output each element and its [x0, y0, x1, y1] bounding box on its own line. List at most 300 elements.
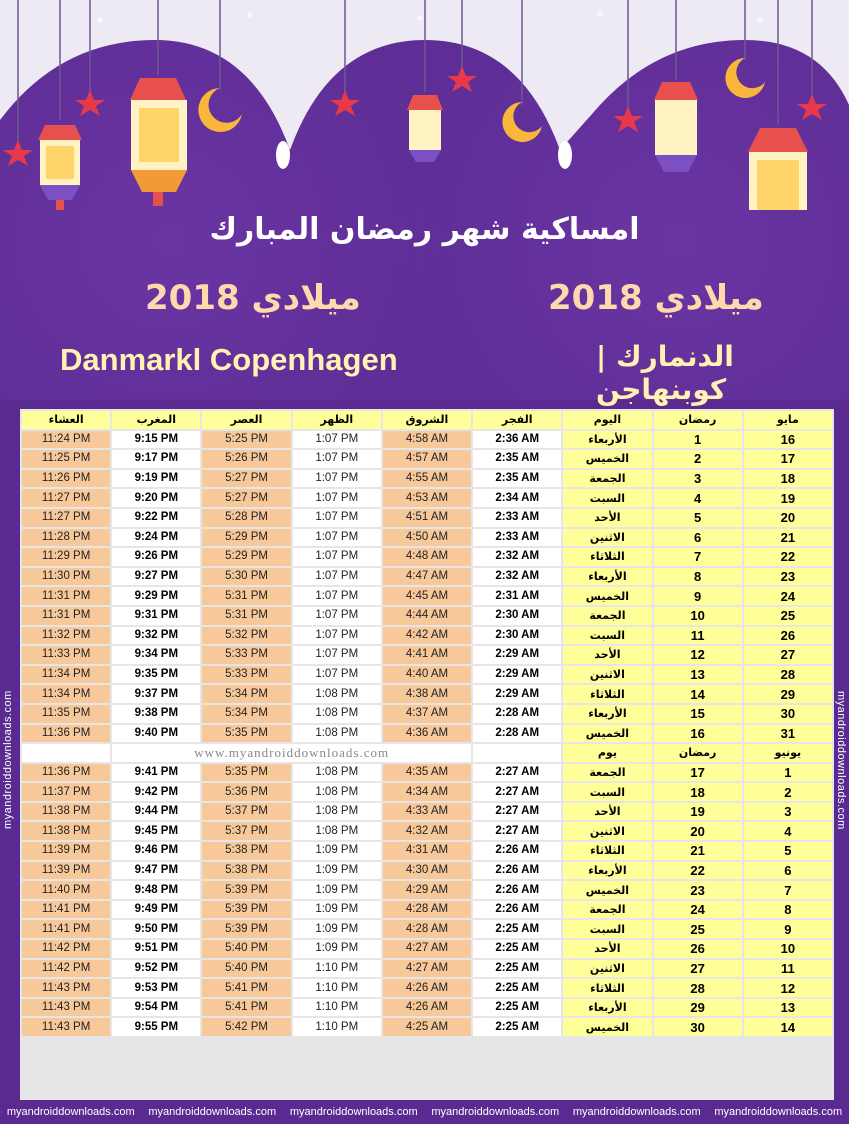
- table-cell: 9:26 PM: [112, 548, 200, 566]
- city-name-english: Danmarkl Copenhagen: [60, 342, 398, 377]
- table-row: [22, 607, 832, 625]
- table-cell: 11:39 PM: [22, 842, 110, 860]
- table-row: [22, 920, 832, 938]
- table-cell: 4:28 AM: [383, 901, 471, 919]
- table-cell: الأحد: [563, 803, 651, 821]
- table-cell: 4:29 AM: [383, 881, 471, 899]
- table-cell: 11:30 PM: [22, 568, 110, 586]
- table-cell: 11:42 PM: [22, 940, 110, 958]
- table-cell: 5:38 PM: [202, 842, 290, 860]
- table-cell: 1:08 PM: [293, 822, 381, 840]
- blank-cell: [22, 744, 110, 762]
- table-cell: 1:10 PM: [293, 979, 381, 997]
- table-cell: 11:43 PM: [22, 999, 110, 1017]
- table-cell: الجمعة: [563, 607, 651, 625]
- table-cell: 2:35 AM: [473, 470, 561, 488]
- table-cell: 5:30 PM: [202, 568, 290, 586]
- table-cell: السبت: [563, 783, 651, 801]
- lantern-decoration: [0, 0, 849, 210]
- table-cell: 4:44 AM: [383, 607, 471, 625]
- column-header: المغرب: [112, 411, 200, 429]
- table-cell: الثلاثاء: [563, 979, 651, 997]
- table-cell: 5:32 PM: [202, 627, 290, 645]
- table-cell: 9:32 PM: [112, 627, 200, 645]
- table-cell: 9:20 PM: [112, 489, 200, 507]
- blank-cell: [473, 744, 561, 762]
- table-cell: 1:07 PM: [293, 470, 381, 488]
- table-row: [22, 450, 832, 468]
- table-cell: الخميس: [563, 1018, 651, 1036]
- table-cell: 28: [744, 666, 832, 684]
- table-cell: 23: [654, 881, 742, 899]
- table-cell: 12: [654, 646, 742, 664]
- table-cell: 9:34 PM: [112, 646, 200, 664]
- table-cell: 18: [654, 783, 742, 801]
- table-cell: 5:41 PM: [202, 999, 290, 1017]
- table-cell: 18: [744, 470, 832, 488]
- table-cell: 1:09 PM: [293, 901, 381, 919]
- table-cell: الأربعاء: [563, 862, 651, 880]
- table-cell: 1:09 PM: [293, 842, 381, 860]
- year-label-right: 2018 ميلادي: [548, 278, 764, 318]
- table-cell: 4:27 AM: [383, 960, 471, 978]
- table-cell: 3: [744, 803, 832, 821]
- table-cell: 2:36 AM: [473, 431, 561, 449]
- watermark-text: myandroiddownloads.com: [289, 1106, 418, 1118]
- table-cell: 2:28 AM: [473, 705, 561, 723]
- watermark-cell: www.myandroiddownloads.com: [112, 744, 471, 762]
- table-cell: 2:26 AM: [473, 862, 561, 880]
- table-cell: 4:38 AM: [383, 685, 471, 703]
- table-cell: 11:26 PM: [22, 470, 110, 488]
- table-cell: 5:33 PM: [202, 666, 290, 684]
- table-cell: 11:33 PM: [22, 646, 110, 664]
- table-row: [22, 940, 832, 958]
- table-cell: 2:30 AM: [473, 627, 561, 645]
- table-cell: 11:37 PM: [22, 783, 110, 801]
- table-cell: 2:29 AM: [473, 685, 561, 703]
- table-cell: 1:07 PM: [293, 607, 381, 625]
- table-cell: 2:28 AM: [473, 725, 561, 743]
- table-cell: 9:27 PM: [112, 568, 200, 586]
- table-cell: 4:58 AM: [383, 431, 471, 449]
- prayer-times-table: [20, 409, 834, 1100]
- column-header: رمضان: [654, 411, 742, 429]
- table-cell: 4:37 AM: [383, 705, 471, 723]
- table-cell: 1:08 PM: [293, 705, 381, 723]
- table-cell: 11:39 PM: [22, 862, 110, 880]
- table-row: [22, 646, 832, 664]
- table-cell: 2:27 AM: [473, 783, 561, 801]
- table-cell: 5:25 PM: [202, 431, 290, 449]
- table-cell: 15: [654, 705, 742, 723]
- column-header: يوم: [563, 744, 651, 762]
- table-cell: 13: [744, 999, 832, 1017]
- table-cell: 13: [654, 666, 742, 684]
- table-cell: 26: [744, 627, 832, 645]
- table-cell: 14: [744, 1018, 832, 1036]
- table-cell: الثلاثاء: [563, 842, 651, 860]
- table-cell: 23: [744, 568, 832, 586]
- table-cell: 4:26 AM: [383, 999, 471, 1017]
- table-cell: 27: [744, 646, 832, 664]
- column-header: العشاء: [22, 411, 110, 429]
- table-cell: 5:29 PM: [202, 548, 290, 566]
- table-cell: 1:07 PM: [293, 529, 381, 547]
- table-cell: 31: [744, 725, 832, 743]
- table-cell: 11:27 PM: [22, 489, 110, 507]
- table-cell: 5:36 PM: [202, 783, 290, 801]
- table-cell: 2:32 AM: [473, 548, 561, 566]
- table-cell: الجمعة: [563, 470, 651, 488]
- table-cell: 9:29 PM: [112, 587, 200, 605]
- table-cell: 24: [654, 901, 742, 919]
- table-row: [22, 685, 832, 703]
- table-cell: 5:31 PM: [202, 607, 290, 625]
- table-cell: 9:35 PM: [112, 666, 200, 684]
- column-header: الشروق: [383, 411, 471, 429]
- table-cell: الأربعاء: [563, 705, 651, 723]
- table-cell: 11:27 PM: [22, 509, 110, 527]
- table-cell: 4:42 AM: [383, 627, 471, 645]
- table-cell: 5:29 PM: [202, 529, 290, 547]
- table-cell: 24: [744, 587, 832, 605]
- table-cell: 20: [744, 509, 832, 527]
- table-row: [22, 862, 832, 880]
- table-row: [22, 1018, 832, 1036]
- table-cell: 5:37 PM: [202, 803, 290, 821]
- table-row: [22, 783, 832, 801]
- table-row: [22, 842, 832, 860]
- table-cell: 2:25 AM: [473, 979, 561, 997]
- table-cell: 9:41 PM: [112, 764, 200, 782]
- table-cell: 5:35 PM: [202, 725, 290, 743]
- table-cell: 5:38 PM: [202, 862, 290, 880]
- table-cell: 4:45 AM: [383, 587, 471, 605]
- table-cell: 4:40 AM: [383, 666, 471, 684]
- table-cell: 5:39 PM: [202, 881, 290, 899]
- table-cell: 25: [654, 920, 742, 938]
- table-cell: 17: [744, 450, 832, 468]
- table-cell: 5:34 PM: [202, 705, 290, 723]
- table-cell: 4:25 AM: [383, 1018, 471, 1036]
- table-cell: 4:33 AM: [383, 803, 471, 821]
- table-cell: 2:27 AM: [473, 764, 561, 782]
- table-cell: 11:43 PM: [22, 1018, 110, 1036]
- table-cell: 9:19 PM: [112, 470, 200, 488]
- table-cell: 11:38 PM: [22, 822, 110, 840]
- table-cell: 2:33 AM: [473, 509, 561, 527]
- table-cell: 5:37 PM: [202, 822, 290, 840]
- table-row: [22, 960, 832, 978]
- table-cell: 2:26 AM: [473, 901, 561, 919]
- table-cell: 4: [654, 489, 742, 507]
- table-cell: الاثنين: [563, 529, 651, 547]
- table-cell: 5:35 PM: [202, 764, 290, 782]
- table-cell: 2:29 AM: [473, 666, 561, 684]
- table-cell: 1:09 PM: [293, 862, 381, 880]
- table-cell: 9:53 PM: [112, 979, 200, 997]
- table-row: [22, 627, 832, 645]
- table-cell: 9:38 PM: [112, 705, 200, 723]
- table-cell: 19: [654, 803, 742, 821]
- table-cell: 1:07 PM: [293, 548, 381, 566]
- table-row: [22, 489, 832, 507]
- table-cell: الخميس: [563, 725, 651, 743]
- table-cell: 9:45 PM: [112, 822, 200, 840]
- table-cell: 11: [654, 627, 742, 645]
- table-cell: 12: [744, 979, 832, 997]
- table-cell: 5:40 PM: [202, 960, 290, 978]
- table-cell: 9:50 PM: [112, 920, 200, 938]
- table-cell: 9:47 PM: [112, 862, 200, 880]
- table-cell: 1:07 PM: [293, 509, 381, 527]
- table-cell: 11:31 PM: [22, 607, 110, 625]
- table-cell: 1:07 PM: [293, 646, 381, 664]
- table-cell: 8: [654, 568, 742, 586]
- table-cell: 5: [654, 509, 742, 527]
- watermark-text: myandroiddownloads.com: [572, 1106, 701, 1118]
- table-cell: 1:08 PM: [293, 783, 381, 801]
- column-header: اليوم: [563, 411, 651, 429]
- table-cell: 1:07 PM: [293, 450, 381, 468]
- table-cell: 5:39 PM: [202, 901, 290, 919]
- table-cell: 2:35 AM: [473, 450, 561, 468]
- table-cell: 19: [744, 489, 832, 507]
- table-cell: 1:07 PM: [293, 666, 381, 684]
- table-cell: السبت: [563, 489, 651, 507]
- table-cell: 2: [744, 783, 832, 801]
- column-header: مايو: [744, 411, 832, 429]
- table-cell: 5:33 PM: [202, 646, 290, 664]
- table-cell: 4:41 AM: [383, 646, 471, 664]
- table-row: [22, 901, 832, 919]
- table-cell: الأربعاء: [563, 999, 651, 1017]
- table-cell: 9:40 PM: [112, 725, 200, 743]
- table-cell: 2:32 AM: [473, 568, 561, 586]
- table-cell: 1:07 PM: [293, 587, 381, 605]
- table-cell: 2:30 AM: [473, 607, 561, 625]
- side-watermark-left: myandroiddownloads.com: [2, 690, 14, 830]
- table-cell: 11:41 PM: [22, 901, 110, 919]
- table-row: [22, 881, 832, 899]
- table-cell: 2:26 AM: [473, 842, 561, 860]
- table-cell: 28: [654, 979, 742, 997]
- table-cell: 4:47 AM: [383, 568, 471, 586]
- column-header: الفجر: [473, 411, 561, 429]
- table-cell: 2:29 AM: [473, 646, 561, 664]
- table-row: [22, 822, 832, 840]
- table-cell: 11:41 PM: [22, 920, 110, 938]
- table-cell: 1:07 PM: [293, 489, 381, 507]
- table-cell: 9:54 PM: [112, 999, 200, 1017]
- table-cell: 16: [744, 431, 832, 449]
- table-cell: 4:51 AM: [383, 509, 471, 527]
- table-cell: 1:10 PM: [293, 960, 381, 978]
- table-cell: الخميس: [563, 587, 651, 605]
- table-cell: 11:34 PM: [22, 685, 110, 703]
- table-cell: 4:50 AM: [383, 529, 471, 547]
- table-cell: 5:41 PM: [202, 979, 290, 997]
- table-cell: 1: [744, 764, 832, 782]
- table-cell: 11:24 PM: [22, 431, 110, 449]
- table-cell: 5:27 PM: [202, 489, 290, 507]
- table-cell: 17: [654, 764, 742, 782]
- table-row: [22, 979, 832, 997]
- table-cell: 9:49 PM: [112, 901, 200, 919]
- table-cell: الأربعاء: [563, 431, 651, 449]
- table-cell: 9:48 PM: [112, 881, 200, 899]
- table-cell: 1: [654, 431, 742, 449]
- table-cell: 1:08 PM: [293, 725, 381, 743]
- table-cell: 4:32 AM: [383, 822, 471, 840]
- table-cell: 29: [654, 999, 742, 1017]
- table-cell: 1:09 PM: [293, 881, 381, 899]
- table-cell: 2:31 AM: [473, 587, 561, 605]
- table-cell: الأحد: [563, 646, 651, 664]
- table-cell: 11:36 PM: [22, 725, 110, 743]
- table-cell: 2:25 AM: [473, 940, 561, 958]
- table-cell: 5:39 PM: [202, 920, 290, 938]
- table-row: [22, 587, 832, 605]
- table-cell: 2:26 AM: [473, 881, 561, 899]
- table-cell: 7: [744, 881, 832, 899]
- table-cell: 22: [654, 862, 742, 880]
- table-cell: 1:09 PM: [293, 940, 381, 958]
- table-cell: 1:07 PM: [293, 431, 381, 449]
- table-cell: 4:55 AM: [383, 470, 471, 488]
- table-cell: 6: [744, 862, 832, 880]
- table-cell: 20: [654, 822, 742, 840]
- watermark-text: myandroiddownloads.com: [431, 1106, 560, 1118]
- table-cell: الاثنين: [563, 960, 651, 978]
- bottom-watermark: [0, 1103, 849, 1121]
- table-cell: 21: [654, 842, 742, 860]
- table-cell: 5:26 PM: [202, 450, 290, 468]
- table-cell: الجمعة: [563, 901, 651, 919]
- column-header: العصر: [202, 411, 290, 429]
- table-cell: 7: [654, 548, 742, 566]
- watermark-text: myandroiddownloads.com: [714, 1106, 843, 1118]
- table-row: [22, 548, 832, 566]
- table-cell: 2:33 AM: [473, 529, 561, 547]
- table-cell: 2:27 AM: [473, 822, 561, 840]
- table-cell: 30: [654, 1018, 742, 1036]
- table-header-row: [22, 411, 832, 429]
- year-label-left: 2018 ميلادي: [145, 278, 361, 318]
- table-row: [22, 999, 832, 1017]
- table-cell: 11:36 PM: [22, 764, 110, 782]
- table-cell: 2:25 AM: [473, 920, 561, 938]
- table-cell: الثلاثاء: [563, 548, 651, 566]
- table-cell: 5:34 PM: [202, 685, 290, 703]
- table-cell: 21: [744, 529, 832, 547]
- table-cell: 5:27 PM: [202, 470, 290, 488]
- table-cell: 3: [654, 470, 742, 488]
- table-cell: 11:28 PM: [22, 529, 110, 547]
- table-cell: 1:08 PM: [293, 764, 381, 782]
- table-cell: 4:26 AM: [383, 979, 471, 997]
- table-cell: 30: [744, 705, 832, 723]
- table-cell: 4:27 AM: [383, 940, 471, 958]
- table-cell: 26: [654, 940, 742, 958]
- table-row: [22, 509, 832, 527]
- table-cell: 29: [744, 685, 832, 703]
- table-cell: 8: [744, 901, 832, 919]
- table-cell: 4:53 AM: [383, 489, 471, 507]
- column-header: رمضان: [654, 744, 742, 762]
- table-cell: 1:08 PM: [293, 803, 381, 821]
- table-row: [22, 725, 832, 743]
- side-watermark-right: myandroiddownloads.com: [835, 690, 847, 830]
- table-cell: 2: [654, 450, 742, 468]
- table-cell: السبت: [563, 627, 651, 645]
- table-cell: 11:43 PM: [22, 979, 110, 997]
- table-cell: 11:40 PM: [22, 881, 110, 899]
- lantern-icon: [38, 125, 82, 210]
- table-cell: السبت: [563, 920, 651, 938]
- table-cell: 4:28 AM: [383, 920, 471, 938]
- table-cell: 10: [744, 940, 832, 958]
- table-cell: 27: [654, 960, 742, 978]
- table-cell: 5:40 PM: [202, 940, 290, 958]
- table-cell: 22: [744, 548, 832, 566]
- table-cell: 11:29 PM: [22, 548, 110, 566]
- table-cell: 5:42 PM: [202, 1018, 290, 1036]
- table-cell: 4:48 AM: [383, 548, 471, 566]
- table-cell: 1:07 PM: [293, 627, 381, 645]
- city-name-arabic: الدنمارك | كوبنهاجن: [596, 340, 734, 406]
- table-row: [22, 529, 832, 547]
- table-cell: 5:28 PM: [202, 509, 290, 527]
- table-row: [22, 470, 832, 488]
- table-row: [22, 431, 832, 449]
- table-cell: 25: [744, 607, 832, 625]
- table-cell: 9:22 PM: [112, 509, 200, 527]
- table-cell: 11:25 PM: [22, 450, 110, 468]
- table-cell: 11:31 PM: [22, 587, 110, 605]
- table-cell: الخميس: [563, 450, 651, 468]
- table-cell: 9:52 PM: [112, 960, 200, 978]
- table-cell: 2:27 AM: [473, 803, 561, 821]
- table-cell: 10: [654, 607, 742, 625]
- table-cell: 9:44 PM: [112, 803, 200, 821]
- table-cell: 9:51 PM: [112, 940, 200, 958]
- table-cell: 1:09 PM: [293, 920, 381, 938]
- table-cell: 9:42 PM: [112, 783, 200, 801]
- table-cell: 11:35 PM: [22, 705, 110, 723]
- watermark-text: myandroiddownloads.com: [148, 1106, 277, 1118]
- table-row: [22, 666, 832, 684]
- table-cell: الاثنين: [563, 822, 651, 840]
- table-cell: الجمعة: [563, 764, 651, 782]
- table-cell: 4: [744, 822, 832, 840]
- table-cell: 11:42 PM: [22, 960, 110, 978]
- table-cell: 2:25 AM: [473, 999, 561, 1017]
- table-cell: 6: [654, 529, 742, 547]
- table-cell: 9:37 PM: [112, 685, 200, 703]
- table-cell: 11:38 PM: [22, 803, 110, 821]
- table-cell: 16: [654, 725, 742, 743]
- table-cell: الأحد: [563, 940, 651, 958]
- table-cell: 9: [744, 920, 832, 938]
- table-cell: 5:31 PM: [202, 587, 290, 605]
- table-cell: الأحد: [563, 509, 651, 527]
- june-header-row: [22, 744, 832, 762]
- table-cell: 1:10 PM: [293, 999, 381, 1017]
- table-row: [22, 568, 832, 586]
- table-cell: 9: [654, 587, 742, 605]
